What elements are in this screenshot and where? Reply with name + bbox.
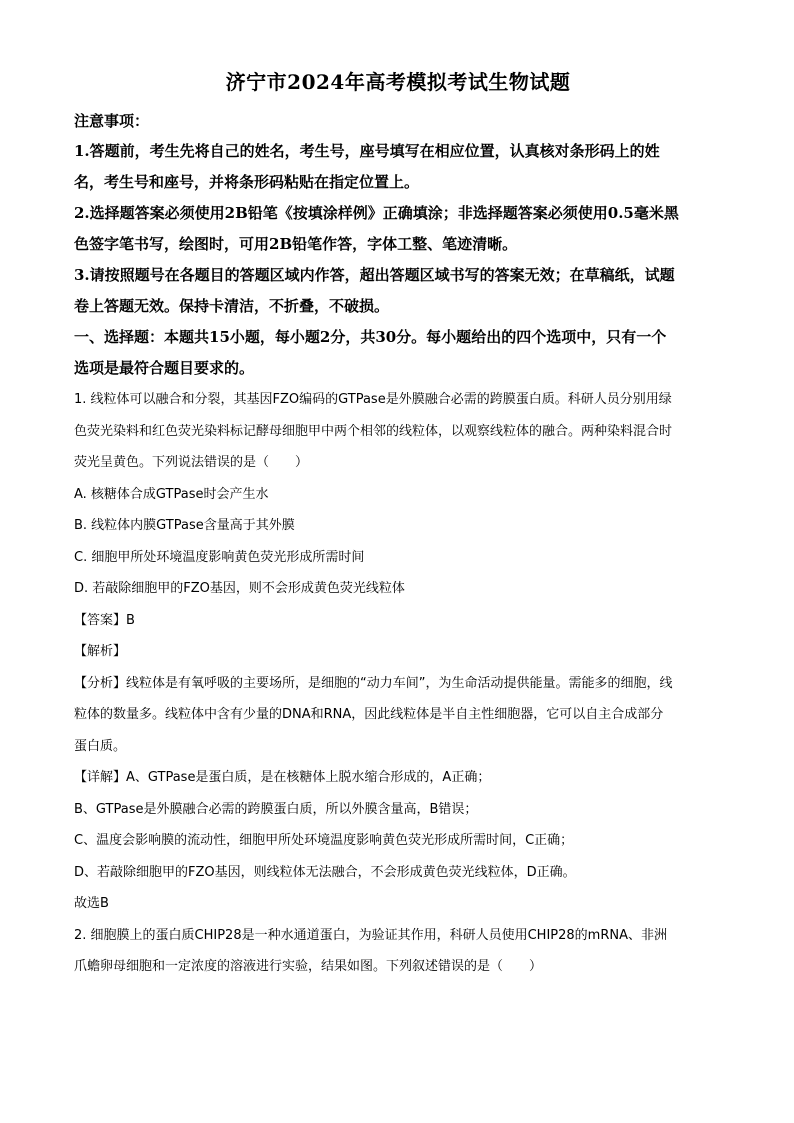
detail-line: D、若敲除细胞甲的FZO基因，则线粒体无法融合，不会形成黄色荧光线粒体，D正确。	[74, 864, 576, 880]
page-title: 济宁市2024年高考模拟考试生物试题	[225, 70, 571, 94]
section-line: 选项是最符合题目要求的。	[74, 359, 255, 377]
question-stem-line: 1. 线粒体可以融合和分裂，其基因FZO编码的GTPase是外膜融合必需的跨膜蛋白质。科研人员分别用绿	[74, 392, 672, 407]
notice-heading: 注意事项：	[74, 112, 150, 130]
question-stem-line: 爪蟾卵母细胞和一定浓度的溶液进行实验，结果如图。下列叙述错误的是（ ）	[74, 959, 543, 974]
option-a: A. 核糖体合成GTPase时会产生水	[74, 486, 269, 502]
option-d: D. 若敲除细胞甲的FZO基因，则不会形成黄色荧光线粒体	[74, 581, 405, 596]
detail-line: B、GTPase是外膜融合必需的跨膜蛋白质，所以外膜含量高，B错误；	[74, 801, 478, 817]
question-stem-line: 色荧光染料和红色荧光染料标记酵母细胞甲中两个相邻的线粒体，以观察线粒体的融合。两种染料混合时	[74, 423, 673, 439]
notice-line: 3.请按照题号在各题目的答题区域内作答，超出答题区域书写的答案无效；在草稿纸，试题	[74, 266, 675, 284]
option-b: B. 线粒体内膜GTPase含量高于其外膜	[74, 518, 295, 533]
analysis-line: 蛋白质。	[74, 738, 127, 754]
exam-page	[74, 68, 722, 983]
option-c: C. 细胞甲所处环境温度影响黄色荧光形成所需时间	[74, 549, 365, 565]
analysis-label: 【解析】	[74, 644, 127, 659]
analysis-line: 【分析】线粒体是有氧呼吸的主要场所，是细胞的“动力车间”，为生命活动提供能量。需能多的细胞，线	[74, 675, 673, 691]
notice-line: 2.选择题答案必须使用2B铅笔《按填涂样例》正确填涂；非选择题答案必须使用0.5毫米黑	[74, 204, 679, 222]
detail-line: 【详解】A、GTPase是蛋白质，是在核糖体上脱水缩合形成的，A正确；	[74, 770, 491, 785]
notice-line: 名，考生号和座号，并将条形码粘贴在指定位置上。	[74, 173, 420, 191]
notice-line: 色签字笔书写，绘图时，可用2B铅笔作答，字体工整、笔迹清晰。	[74, 235, 518, 253]
section-heading	[74, 322, 722, 384]
detail-line: 故选B	[74, 896, 109, 911]
detail-line: C、温度会影响膜的流动性，细胞甲所处环境温度影响黄色荧光形成所需时间，C正确；	[74, 833, 574, 848]
notice-line: 卷上答题无效。保持卡清洁，不折叠，不破损。	[74, 297, 390, 315]
question-2	[74, 920, 722, 983]
notice-line: 1.答题前，考生先将自己的姓名，考生号，座号填写在相应位置，认真核对条形码上的姓	[74, 142, 660, 160]
question-stem-line: 2. 细胞膜上的蛋白质CHIP28是一种水通道蛋白，为验证其作用，科研人员使用CHIP28的mRNA、非洲	[74, 927, 667, 943]
analysis-line: 粒体的数量多。线粒体中含有少量的DNA和RNA，因此线粒体是半自主性细胞器，它可以自主合成部分	[74, 707, 664, 722]
section-line: 一、选择题：本题共15小题，每小题2分，共30分。每小题给出的四个选项中，只有一个	[74, 328, 667, 346]
question-stem-line: 荧光呈黄色。下列说法错误的是（ ）	[74, 455, 309, 470]
question-1	[74, 384, 722, 920]
notice-block	[74, 106, 722, 322]
answer-line: 【答案】B	[74, 612, 135, 628]
